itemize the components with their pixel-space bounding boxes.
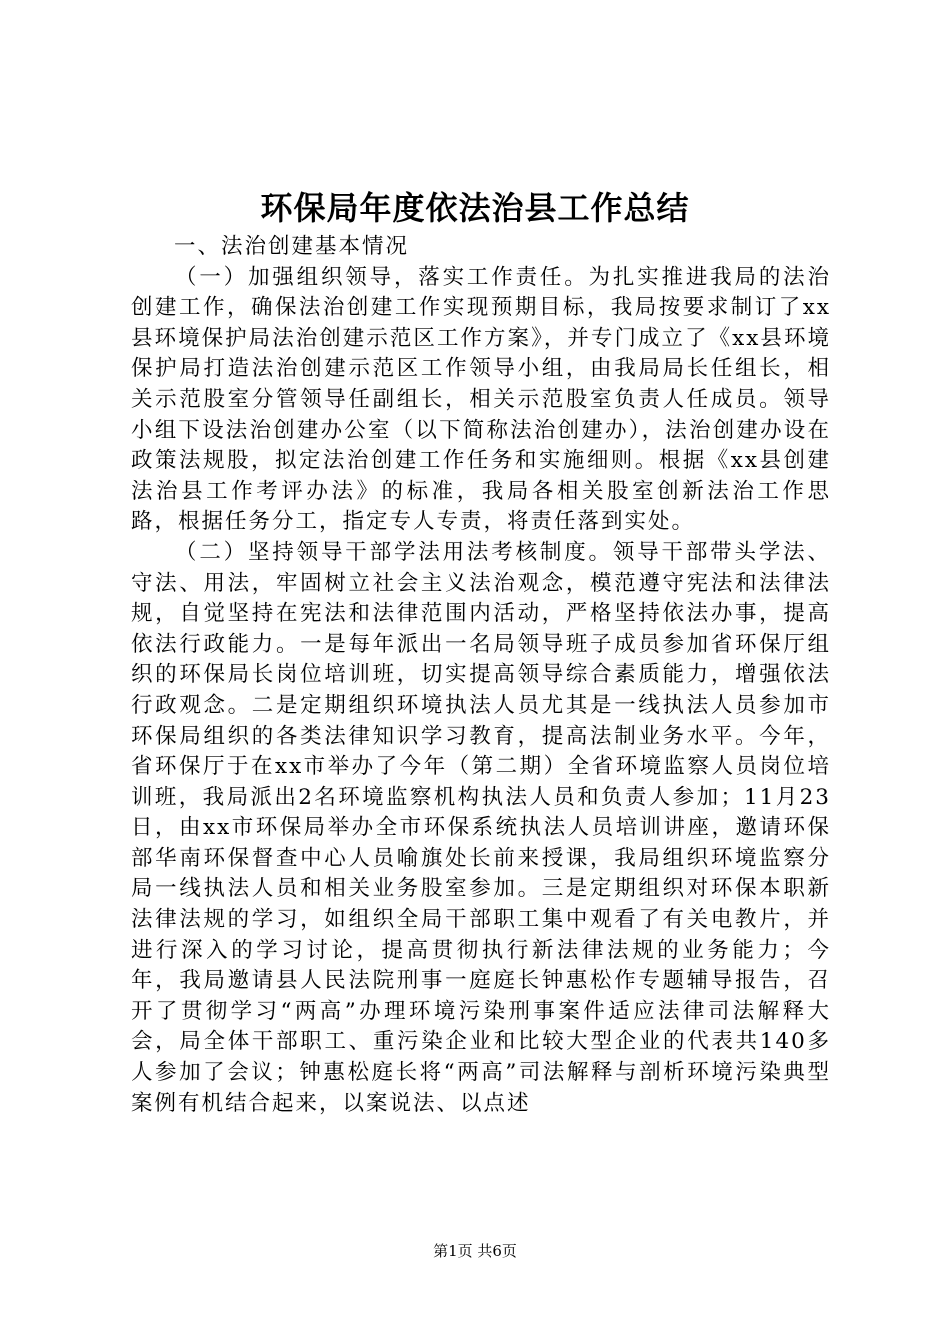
document-title: 环保局年度依法治县工作总结 bbox=[260, 189, 690, 227]
page-number-footer: 第1页 共6页 bbox=[433, 1242, 517, 1260]
section-heading: 一、法治创建基本情况 bbox=[174, 234, 410, 259]
paragraph-2: （二）坚持领导干部学法用法考核制度。领导干部带头学法、守法、用法，牢固树立社会主义法治观念，模范遵守宪法和法律法规，自觉坚持在宪法和法律范围内活动，严格坚持依法办事，提高依法行政能力。一是每年派出一名局领导班子成员参加省环保厅组织的环保局长岗位培训班，切实提高领导综合素质能力，增强依法行政观念。二是定期组织环境执法人员尤其是一线执法人员参加市环保局组织的各类法律知识学习教育，提高法制业务水平。今年，省环保厅于在xx市举办了今年（第二期）全省环境监察人员岗位培训班，我局派出2名环境监察机构执法人员和负责人参加；11月23日，由xx市环保局举办全市环保系统执法人员培训讲座，邀请环保部华南环保督查中心人员喻旗处长前来授课，我局组织环境监察分局一线执法人员和相关业务股室参加。三是定期组织对环保本职新法律法规的学习，如组织全局干部职工集中观看了有关电教片，并进行深入的学习讨论，提高贯彻执行新法律法规的业务能力；今年，我局邀请县人民法院刑事一庭庭长钟惠松作专题辅导报告，召开了贯彻学习“两高”办理环境污染刑事案件适应法律司法解释大会，局全体干部职工、重污染企业和比较大型企业的代表共140多人参加了会议；钟惠松庭长将“两高”司法解释与剖析环境污染典型案例有机结合起来，以案说法、以点述 bbox=[131, 539, 831, 1116]
document-body bbox=[131, 232, 831, 1119]
paragraph-1: （一）加强组织领导，落实工作责任。为扎实推进我局的法治创建工作，确保法治创建工作实现预期目标，我局按要求制订了xx县环境保护局法治创建示范区工作方案》，并专门成立了《xx县环境保护局打造法治创建示范区工作领导小组，由我局局长任组长，相关示范股室分管领导任副组长，相关示范股室负责人任成员。领导小组下设法治创建办公室（以下简称法治创建办），法治创建办设在政策法规股，拟定法治创建工作任务和实施细则。根据《xx县创建法治县工作考评办法》的标准，我局各相关股室创新法治工作思路，根据任务分工，指定专人专责，将责任落到实处。 bbox=[131, 264, 831, 535]
